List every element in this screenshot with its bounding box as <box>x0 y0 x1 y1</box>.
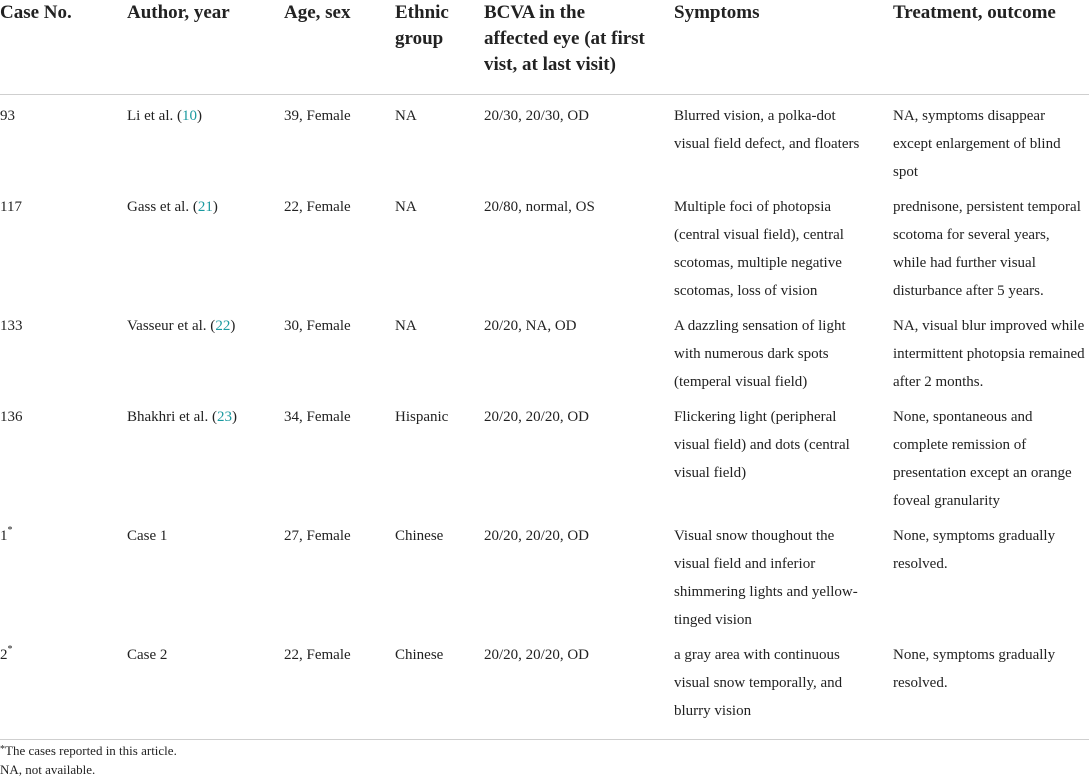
bcva-cell: 20/30, 20/30, OD <box>484 108 589 124</box>
symptoms-cell: Flickering light (peripheral visual field) and dots (central visual field) <box>674 409 850 481</box>
case-no-cell: 136 <box>0 409 23 425</box>
table-row <box>0 305 1089 396</box>
author-text: Gass et al. ( <box>127 199 198 215</box>
treatment-cell: None, spontaneous and complete remission of presentation except an orange foveal granularity <box>893 409 1072 509</box>
header-author-year: Author, year <box>127 0 284 95</box>
footnote-star: * <box>7 644 13 655</box>
treatment-cell: None, symptoms gradually resolved. <box>893 634 1089 740</box>
author-cell: Case 2 <box>127 634 284 740</box>
header-treatment-outcome: Treatment, outcome <box>893 0 1089 95</box>
case-number: 2 <box>0 647 8 663</box>
treatment-cell: prednisone, persistent temporal scotoma for several years, while had further visual disturbance after 5 years. <box>893 199 1081 299</box>
symptoms-cell: a gray area with continuous visual snow temporally, and blurry vision <box>674 634 893 740</box>
table-row <box>0 396 1089 515</box>
author-cell <box>127 186 284 305</box>
ethnic-cell: NA <box>395 108 417 124</box>
symptoms-cell: Visual snow thoughout the visual field and inferior shimmering lights and yellow-tinged vision <box>674 528 858 628</box>
bcva-cell: 20/20, NA, OD <box>484 318 577 334</box>
age-sex-cell: 22, Female <box>284 634 395 740</box>
closing-paren: ) <box>230 318 236 334</box>
author-cell <box>127 396 284 515</box>
header-row <box>0 0 1089 95</box>
footnote-cases <box>0 741 177 760</box>
treatment-cell: NA, symptoms disappear except enlargement of blind spot <box>893 108 1061 180</box>
treatment-cell: NA, visual blur improved while intermittent photopsia remained after 2 months. <box>893 318 1085 390</box>
case-no-cell <box>0 515 127 634</box>
reference-link[interactable]: 23 <box>216 409 232 425</box>
age-sex-cell: 30, Female <box>284 318 351 334</box>
header-ethnic-group: Ethnic group <box>395 0 484 95</box>
footnote-star: * <box>7 525 13 536</box>
author-cell: Case 1 <box>127 528 168 544</box>
reference-link[interactable]: 21 <box>197 199 213 215</box>
case-no-cell: 93 <box>0 108 15 124</box>
author-text: Li et al. ( <box>127 108 182 124</box>
reference-link[interactable]: 10 <box>181 108 197 124</box>
table-row <box>0 95 1089 187</box>
case-no-cell: 117 <box>0 199 22 215</box>
bcva-cell: 20/20, 20/20, OD <box>484 528 589 544</box>
bcva-cell: 20/20, 20/20, OD <box>484 634 674 740</box>
treatment-cell: None, symptoms gradually resolved. <box>893 528 1056 572</box>
table-footnotes <box>0 741 177 779</box>
table-row <box>0 634 1089 740</box>
footnote-cases-text: The cases reported in this article. <box>5 743 177 758</box>
table-row <box>0 515 1089 634</box>
ethnic-cell: NA <box>395 318 417 334</box>
case-number: 1 <box>0 528 8 544</box>
case-no-cell <box>0 634 127 740</box>
ethnic-cell: Chinese <box>395 528 444 544</box>
reference-link[interactable]: 22 <box>215 318 231 334</box>
ethnic-cell: Hispanic <box>395 409 449 425</box>
author-text: Vasseur et al. ( <box>127 318 216 334</box>
footnote-na: NA, not available. <box>0 762 96 777</box>
bcva-cell: 20/20, 20/20, OD <box>484 409 589 425</box>
closing-paren: ) <box>212 199 218 215</box>
symptoms-cell: Blurred vision, a polka-dot visual field defect, and floaters <box>674 108 860 152</box>
table-row <box>0 186 1089 305</box>
author-text: Bhakhri et al. ( <box>127 409 217 425</box>
author-cell <box>127 305 284 396</box>
bcva-cell: 20/80, normal, OS <box>484 199 595 215</box>
case-no-cell: 133 <box>0 318 23 334</box>
age-sex-cell: 22, Female <box>284 199 351 215</box>
header-symptoms: Symptoms <box>674 0 893 95</box>
footnote-star: * <box>0 744 5 755</box>
header-bcva: BCVA in the affected eye (at first vist, at last visit) <box>484 0 674 95</box>
symptoms-cell: A dazzling sensation of light with numerous dark spots (temperal visual field) <box>674 318 846 390</box>
symptoms-cell: Multiple foci of photopsia (central visual field), central scotomas, multiple negative scotomas, loss of vision <box>674 199 844 299</box>
author-cell <box>127 95 284 187</box>
header-case-no: Case No. <box>0 0 127 95</box>
header-age-sex: Age, sex <box>284 0 395 95</box>
closing-paren: ) <box>196 108 202 124</box>
age-sex-cell: 39, Female <box>284 108 351 124</box>
age-sex-cell: 34, Female <box>284 409 351 425</box>
age-sex-cell: 27, Female <box>284 528 351 544</box>
ethnic-cell: Chinese <box>395 634 484 740</box>
closing-paren: ) <box>231 409 237 425</box>
ethnic-cell: NA <box>395 199 417 215</box>
